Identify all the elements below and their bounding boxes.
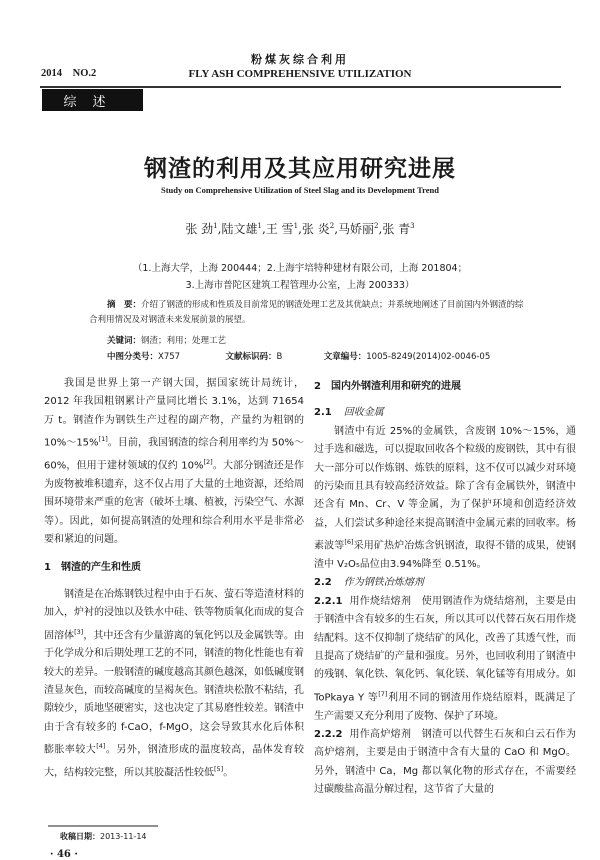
classification-line: 中图分类号：X757 文献标识码：B 文章编号：1005-8249(2014)02-0046-05 (107, 352, 491, 362)
author: 陆文雄 (221, 222, 258, 236)
citation[interactable]: [3] (74, 627, 84, 636)
subsection-heading-2-1: 2.1 回收金属 (314, 407, 384, 419)
doc-code: B (276, 352, 283, 362)
journal-title-cn: 粉煤灰综合利用 (251, 53, 349, 66)
article-title-en: Study on Comprehensive Utilization of Steel Slag and its Development Trend (161, 185, 439, 195)
footnote-divider (48, 825, 158, 828)
affiliations-line-1: （1.上海大学，上海 200444；2.上海宇培特种建材有限公司，上海 201804； (132, 263, 468, 274)
citation[interactable]: [6] (344, 538, 354, 547)
section-heading-2: 2 国内外钢渣利用和研究的进展 (314, 381, 461, 392)
author: 王 雪 (265, 222, 294, 236)
subsection-heading-2-2: 2.2 作为钢铁冶炼熔剂 (314, 577, 424, 589)
keywords: 钢渣；利用；处理工艺 (141, 336, 227, 346)
journal-title-en: FLY ASH COMPREHENSIVE UTILIZATION (188, 68, 412, 80)
left-column (44, 375, 304, 783)
header-divider (40, 86, 561, 88)
subsection-heading-2-2-2: 用作高炉熔剂 (349, 728, 412, 740)
article-number: 1005-8249(2014)02-0046-05 (366, 352, 491, 362)
issue-number: 2014 NO.2 (41, 68, 97, 79)
affiliations-line-2: 3.上海市普陀区建筑工程管理办公室，上海 200333） (185, 280, 415, 291)
subsection-2-1-paragraph: 钢渣中有近 25%的金属铁，含废钢 10%～15%，通过手选和磁选，可以提取回收各个粒级的废钢铁，其中有很大一部分可以作炼钢、炼铁的原料，这不仅可以减少对环境的污染而且具有较高经济效益。除了含有金属铁外，钢渣中还含有 Mn、Cr、V 等金属，为了保护环境和创造经济效益，人们尝试多种途径来提高钢渣中金属元素的回收率。杨素波等[6]采用矿热炉冶炼含钒钢渣，取得不错的成果，使钢渣中 V₂O₅品位由3.94%降至 0.51%。 (314, 425, 577, 570)
section-1-paragraph: 钢渣是在冶炼钢铁过程中由于石灰、萤石等造渣材料的加入，炉衬的浸蚀以及铁水中硅、铁等物质氧化而成的复合固溶体[3]，其中还含有少量游离的氧化钙以及金属铁等。由于化学成分和后期处理工艺的不同，钢渣的物化性能也有着较大的差异。一般钢渣的碱度越高其颜色越深，如低碱度钢渣显灰色，而较高碱度的呈褐灰色。钢渣块松散不粘结，孔隙较少，质地坚硬密实，这也决定了其易磨性较差。钢渣中由于含有较多的 f-CaO，f-MgO，这会导致其水化后体积膨胀率较大[4]。另外，钢渣形成的温度较高，晶体发育较大，结构较完整，所以其胶凝活性较低[5]。 (44, 588, 305, 779)
abstract-text: 介绍了钢渣的形成和性质及目前常见的钢渣处理工艺及其优缺点；并系统地阐述了目前国内外钢渣的综合利用情况及对钢渣未来发展前景的展望。 (89, 300, 524, 325)
page-number: · 46 · (50, 849, 78, 860)
subsection-2-2-1-paragraph: 2.2.1 用作烧结熔剂 使用钢渣作为烧结熔剂，主要是由于钢渣中含有较多的生石灰，所以其可以代替石灰石用作烧结配料。这不仅抑制了烧结矿的风化，改善了其透气性，而且提高了烧结矿的产量和强度。另外，也回收利用了钢渣中的残钢、氧化铁、氧化钙、氧化镁、氧化锰等有用成分。如 ToPkaya Y 等[7]利用不同的钢渣用作烧结原料，既满足了生产需要又充分利用了废物、保护了环境。 (314, 595, 577, 722)
author: 张 劲 (185, 222, 214, 236)
section-heading-1: 1 钢渣的产生和性质 (44, 562, 141, 574)
citation[interactable]: [2] (203, 457, 213, 466)
subsection-heading-2-2-1: 用作烧结熔剂 (349, 595, 412, 607)
abstract (89, 298, 529, 328)
article-title-cn: 钢渣的利用及其应用研究进展 (144, 155, 456, 182)
received-date: 收稿日期：2013-11-14 (60, 832, 147, 841)
right-column (314, 378, 576, 800)
citation[interactable]: [1] (98, 435, 108, 444)
section-tag: 综述 (42, 89, 143, 111)
abstract-label: 摘 要： (107, 300, 142, 310)
author: 张 青 (382, 222, 411, 236)
author: 张 炎 (301, 222, 330, 236)
clc-code: X757 (158, 352, 181, 362)
author-list: 张 劲$^1$,陆文雄$^1$,王 雪$^1$,张 炎$^2$,马娇丽$^2$,张 青$^3$ (185, 222, 415, 236)
citation[interactable]: [5] (214, 765, 224, 774)
subsection-2-2-2-paragraph: 2.2.2 用作高炉熔剂 钢渣可以代替生石灰和白云石作为高炉熔剂，主要是由于钢渣中含有大量的 CaO 和 MgO。另外，钢渣中 Ca，Mg 都以氧化物的形式存在，不需要经过碳酸盐高温分解过程，这节省了大量的 (314, 728, 576, 796)
citation[interactable]: [4] (96, 742, 106, 751)
keywords-line: 关键词：钢渣；利用；处理工艺 (107, 336, 227, 346)
intro-paragraph: 我国是世界上第一产钢大国，据国家统计局统计，2012 年我国粗钢累计产量同比增长 3.1%，达到 71654 万 t。钢渣作为钢铁生产过程的副产物，产量约为粗钢的 10%～15%[1]。目前，我国钢渣的综合利用率约为 50%～60%，但用于建材领域的仅约 10%[2]。大部分钢渣还是作为废物被堆积遗弃，这不仅占用了大量的土地资源，还给周围环境带来严重的危害（破坏土壤、植被，污染空气、水源等）。因此，如何提高钢渣的处理和综合利用水平是非常必要和紧迫的问题。 (44, 378, 305, 545)
author: 马娇丽 (338, 222, 375, 236)
citation[interactable]: [7] (378, 689, 388, 698)
